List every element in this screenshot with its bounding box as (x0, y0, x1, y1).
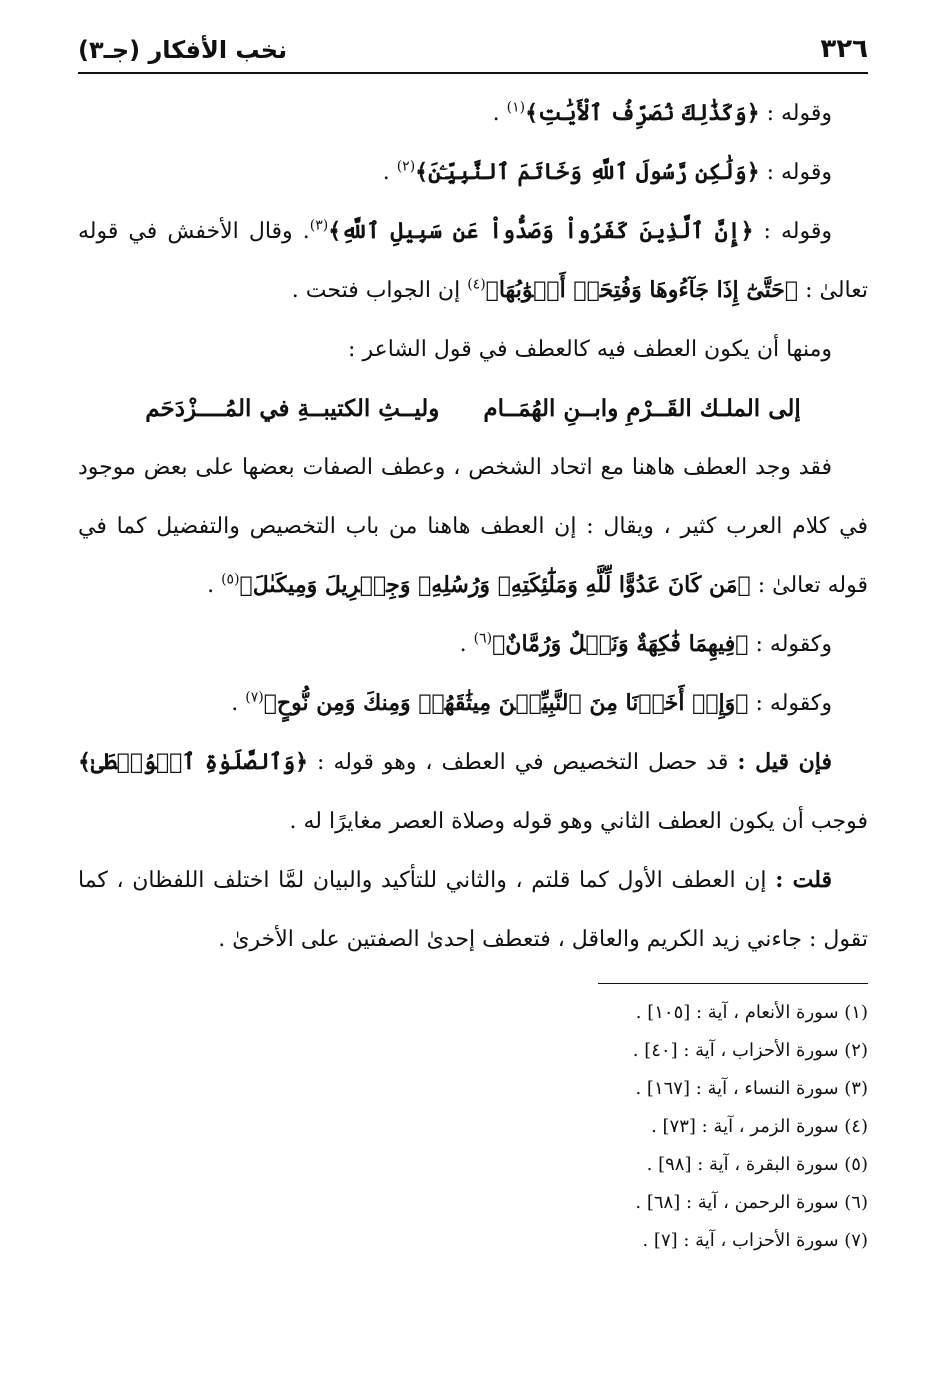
text: وكقوله : (748, 691, 832, 716)
text: . وقال الأخفش في قوله تعالىٰ : (78, 219, 868, 303)
text: . (492, 101, 507, 126)
quran-quote: ﴿فِيهِمَا فَٰكِهَةٌ وَنَخۡلٌ وَرُمَّانٌ﴾ (492, 631, 749, 657)
text: قد حصل التخصيص في العطف ، وهو قوله : (308, 750, 738, 775)
line-4: ومنها أن يكون العطف فيه كالعطف في قول الشاعر : (348, 337, 832, 362)
line-2 (78, 143, 868, 202)
line-1 (78, 84, 868, 143)
footnote: (٦) سورة الرحمن ، آية : [٦٨] . (635, 1192, 868, 1213)
footnote: (٣) سورة النساء ، آية : [١٦٧] . (635, 1078, 868, 1099)
footnote: (٤) سورة الزمر ، آية : [٧٣] . (651, 1116, 868, 1137)
footnote-ref: (٦) (473, 630, 493, 647)
page-number: ٣٢٦ (820, 34, 868, 64)
quran-quote: ﴿حَتَّىٰٓ إِذَا جَآءُوهَا وَفُتِحَتۡ أَبۡوَٰبُهَا﴾ (485, 277, 799, 303)
footnote: (٥) سورة البقرة ، آية : [٩٨] . (646, 1154, 868, 1175)
quran-quote: ﴿وَلَٰكِن رَّسُولَ ٱللَّهِ وَخَاتَمَ ٱلنَّبِيِّـۧنَ﴾ (415, 159, 760, 185)
text: . (459, 632, 474, 657)
footnote-ref: (٢) (396, 158, 416, 175)
footnote-ref: (٧) (245, 689, 264, 706)
footnote: (١) سورة الأنعام ، آية : [١٠٥] . (635, 1002, 868, 1023)
text: وكقوله : (748, 632, 832, 657)
quran-quote: ﴿وَإِذۡ أَخَذۡنَا مِنَ ٱلنَّبِيِّـۧنَ مِيثَٰقَهُمۡ وَمِنكَ وَمِن نُّوحٍ﴾ (263, 690, 749, 716)
paragraph-5 (78, 438, 868, 615)
text: وقوله : (759, 101, 832, 126)
text: . (231, 691, 246, 716)
page-header (78, 30, 868, 74)
footnote-ref: (٥) (221, 571, 240, 588)
paragraph-8 (78, 733, 868, 851)
footnote: (٢) سورة الأحزاب ، آية : [٤٠] . (632, 1040, 868, 1061)
book-title: نخب الأفكار (جـ٣) (78, 36, 288, 64)
verse-second-hemistich: وليــثِ الكتيبــةِ في المُــــزْدَحَم (145, 395, 440, 422)
poetry-verse (78, 379, 868, 438)
main-text (78, 84, 868, 969)
text: وقوله : (759, 160, 832, 185)
footnotes (78, 994, 868, 1260)
footnote-divider (598, 983, 868, 984)
text: فقد وجد العطف هاهنا مع اتحاد الشخص ، وعطف الصفات بعضها على بعض موجود في كلام العرب كثير ، ويقال : إن العطف هاهنا من باب التخصيص والتفضيل كما في قوله تعالىٰ : (78, 455, 868, 598)
footnote-ref: (٤) (467, 276, 486, 293)
verse-first-hemistich: إلى الملـك القَــرْمِ وابــنِ الهُمَــام (483, 395, 801, 422)
objection-lead: فإن قيل : (737, 749, 833, 775)
quran-quote: ﴿إِنَّ ٱلَّذِينَ كَفَرُواْ وَصَدُّواْ عَن سَبِيلِ ٱللَّهِ﴾ (328, 218, 754, 244)
line-7 (78, 674, 868, 733)
paragraph-3 (78, 202, 868, 320)
text: وقوله : (753, 219, 832, 244)
text: فوجب أن يكون العطف الثاني وهو قوله وصلاة العصر مغايرًا له . (289, 809, 868, 834)
page (78, 30, 868, 1260)
text: . (382, 160, 397, 185)
footnote: (٧) سورة الأحزاب ، آية : [٧] . (642, 1230, 868, 1251)
line-6 (78, 615, 868, 674)
text: . (207, 573, 222, 598)
footnote-ref: (٣) (309, 217, 329, 234)
quran-quote: ﴿وَٱلصَّلَوٰةِ ٱلۡوُسۡطَىٰ﴾ (78, 749, 309, 775)
quran-quote: ﴿مَن كَانَ عَدُوًّا لِّلَّهِ وَمَلَٰٓئِكَتِهِۦ وَرُسُلِهِۦ وَجِبۡرِيلَ وَمِيكَىٰلَ﴾ (239, 572, 751, 598)
reply-lead: قلت : (775, 867, 833, 893)
text: إن الجواب فتحت . (291, 278, 468, 303)
footnote-ref: (١) (506, 99, 526, 116)
quran-quote: ﴿وَكَذَٰلِكَ نُصَرِّفُ ٱلْأَيَٰتِ﴾ (525, 100, 760, 126)
text: إن العطف الأول كما قلتم ، والثاني للتأكيد والبيان لمَّا اختلف اللفظان ، كما تقول : جاءني زيد الكريم والعاقل ، فتعطف إحدىٰ الصفتين على الأخرىٰ . (78, 868, 868, 952)
paragraph-9 (78, 851, 868, 969)
